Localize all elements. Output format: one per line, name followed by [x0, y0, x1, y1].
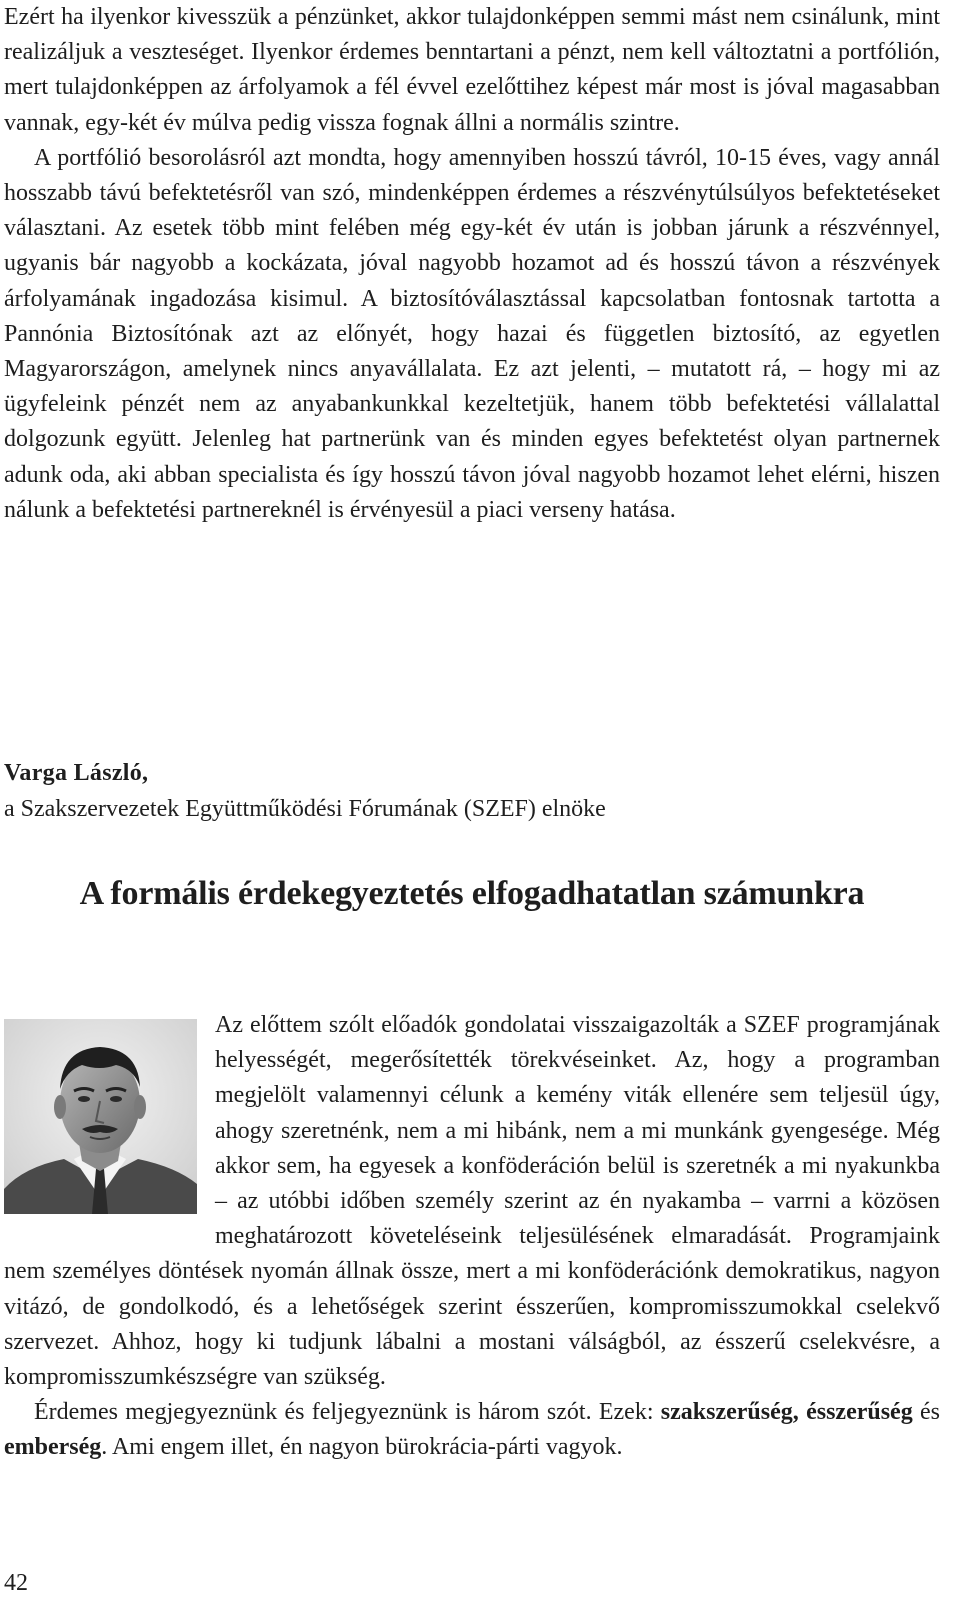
article-body [4, 1008, 940, 1466]
author-name: Varga László, [4, 760, 149, 786]
text-run: , [792, 1399, 807, 1426]
paragraph: Ezért ha ilyenkor kivesszük a pénzünket, akkor tulajdonképpen semmi mást nem csinálunk, mint realizáljuk a veszteséget. Ilyenkor érdemes benntartani a pénzt, nem kell változtatni a portfólión, mert tulajdonképpen az árfolyamok a fél évvel ezelőttihez képest már most is jóval magasabban vannak, egy-két év múlva pedig vissza fognak állni a normális szintre. [4, 4, 940, 136]
bold-term: szakszerűség [660, 1399, 793, 1426]
text-run: Érdemes megjegyeznünk és feljegyeznünk is három szót. Ezek: [34, 1399, 661, 1426]
article-title: A formális érdekegyeztetés elfogadhatatlan számunkra [79, 875, 865, 912]
bold-term: emberség [4, 1434, 102, 1461]
paragraph [4, 1395, 940, 1465]
text-run: és [912, 1399, 941, 1426]
author-byline [4, 755, 940, 827]
page-number: 42 [4, 1570, 28, 1596]
previous-article-text [4, 0, 940, 528]
bold-term: ésszerűség [806, 1399, 913, 1426]
paragraph: A portfólió besorolásról azt mondta, hogy amennyiben hosszú távról, 10-15 éves, vagy annál hosszabb távú befektetésről van szó, mindenképpen érdemes a részvénytúlsúlyos befektetéseket választani. Az esetek több mint felében még egy-két év után is jobban járunk a részvénnyel, ugyanis bár nagyobb a kockázata, jóval nagyobb hozamot ad és hosszú távon a részvények árfolyamának ingadozása kisimul. A biztosítóválasztással kapcsolatban fontosnak tartotta a Pannónia Biztosítónak azt az előnyét, hogy hazai és független biztosító, az egyetlen Magyarországon, amelynek nincs anyavállalata. Ez azt jelenti, – mutatott rá, – hogy mi az ügyfeleink pénzét nem az anyabankunkkal kezeltetjük, hanem több befektetési vállalattal dolgozunk együtt. Jelenleg hat partnerünk van és minden egyes befektetést olyan partnernek adunk oda, aki abban specialista és így hosszú távon jóval nagyobb hozamot lehet elérni, hiszen nálunk a befektetési partnereknél is érvényesül a piaci verseny hatása. [4, 144, 940, 523]
paragraph: Az előttem szólt előadók gondolatai visszaigazolták a SZEF programjának helyességét, megerősítették törekvéseinket. Az, hogy a programban megjelölt valamennyi célunk a kemény viták ellenére sem teljesül úgy, ahogy szeretnénk, nem a mi hibánk, nem a mi munkánk gyengesége. Még akkor sem, ha egyesek a konföderáción belül is szeretnék a mi nyakunkba – az utóbbi időben személy szerint az én nyakamba – varrni a közösen meghatározott követeléseink teljesülésének elmaradását. Programjaink nem személyes döntések nyomán állnak össze, mert a mi konföderációnk demokratikus, nagyon vitázó, de gondolkodó, és a lehetőségek szerint ésszerűen, kompromisszumokkal cselekvő szervezet. Ahhoz, hogy ki tudjunk lábalni a mostani válságból, az ésszerű cselekvésre, a kompromisszumkészségre van szükség. [4, 1012, 940, 1391]
author-portrait [4, 1019, 197, 1214]
author-role: a Szakszervezetek Együttműködési Fórumának (SZEF) elnöke [4, 796, 606, 822]
text-run: . Ami engem illet, én nagyon bürokrácia-párti vagyok. [101, 1434, 623, 1461]
